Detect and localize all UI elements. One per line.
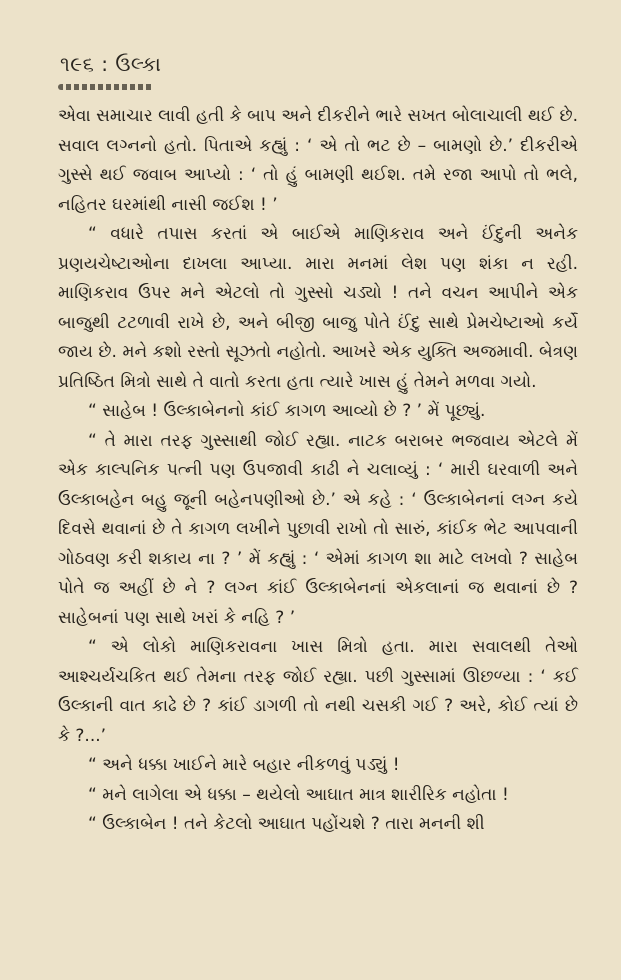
page-number: ૧૯૬: [60, 52, 95, 76]
paragraph-1: એવા સમાચાર લાવી હતી કે બાપ અને દીકરીને ભારે સખત બોલાચાલી થઈ છે. સવાલ લગ્નનો હતો. પિતાએ કહ્યું : ‘ એ તો ભટ છે – બામણો છે.’ દીકરીએ ગુસ્સે થઈ જવાબ આપ્યો : ‘ તો હું બામણી થઈશ. તમે રજા આપો તો ભલે, નહિતર ઘરમાંથી નાસી જઈશ ! ’: [58, 106, 578, 215]
paragraph-6: “ અને ધક્કા ખાઈને મારે બહાર નીકળવું પડ્યું !: [88, 755, 400, 775]
paragraph-7: “ મને લાગેલા એ ધક્કા – થયેલો આઘાત માત્ર શારીરિક નહોતા !: [88, 784, 509, 805]
paragraph-5: “ એ લોકો માણિકરાવના ખાસ મિત્રો હતા. મારા સવાલથી તેઓ આશ્ચર્યચકિત થઈ તેમના તરફ જોઈ રહ્યા. પછી ગુસ્સામાં ઊછળ્યા : ‘ કઈ ઉલ્કાની વાત કાઢે છે ? કાંઈ ડાગળી તો નથી ચસકી ગઈ ? અરે, કોઈ ત્યાં છે કે ?...’: [58, 637, 578, 746]
paragraph-8: “ ઉલ્કાબેન ! તને કેટલો આઘાત પહોંચશે ? તારા મનની શી: [88, 814, 485, 834]
paragraph-3: “ સાહેબ ! ઉલ્કાબેનનો કાંઈ કાગળ આવ્યો છે ? ’ મેં પૂછ્યું.: [88, 401, 486, 421]
header-separator: :: [101, 52, 109, 76]
paragraph-4: “ તે મારા તરફ ગુસ્સાથી જોઈ રહ્યા. નાટક બરાબર ભજવાય એટલે મેં એક કાલ્પનિક પત્ની પણ ઉપજાવી કાઢી ને ચલાવ્યું : ‘ મારી ઘરવાળી અને ઉલ્કાબહેન બહુ જૂની બહેનપણીઓ છે.’ એ કહે : ‘ ઉલ્કાબેનનાં લગ્ન કયે દિવસે થવાનાં છે તે કાગળ લખીને પુછાવી રાખો તો સારું, કાંઈક ભેટ આપવાની ગોઠવણ કરી શકાય ના ? ’ મેં કહ્યું : ‘ એમાં કાગળ શા માટે લખવો ? સાહેબ પોતે જ અહીં છે ને ? લગ્ન કાંઈ ઉલ્કાબેનનાં એકલાનાં જ થવાનાં છે ? સાહેબનાં પણ સાથે ખરાં કે નહિ ? ’: [58, 430, 578, 628]
decorative-wavy-rule: [58, 84, 154, 90]
body-text: [58, 102, 578, 840]
running-header: [60, 52, 161, 76]
book-title: ઉલ્કા: [115, 52, 162, 76]
paragraph-2: “ વધારે તપાસ કરતાં એ બાઈએ માણિકરાવ અને ઈંદુની અનેક પ્રણયચેષ્ટાઓના દાખલા આપ્યા. મારા મનમાં લેશ પણ શંકા ન રહી. માણિકરાવ ઉપર મને એટલો તો ગુસ્સો ચડ્યો ! તને વચન આપીને એક બાજુથી ટટળાવી રાખે છે, અને બીજી બાજુ પોતે ઈંદુ સાથે પ્રેમચેષ્ટાઓ કર્યે જાય છે. મને કશો રસ્તો સૂઝતો નહોતો. આખરે એક યુક્તિ અજમાવી. બેત્રણ પ્રતિષ્ઠિત મિત્રો સાથે તે વાતો કરતા હતા ત્યારે ખાસ હું તેમને મળવા ગયો.: [58, 224, 578, 392]
